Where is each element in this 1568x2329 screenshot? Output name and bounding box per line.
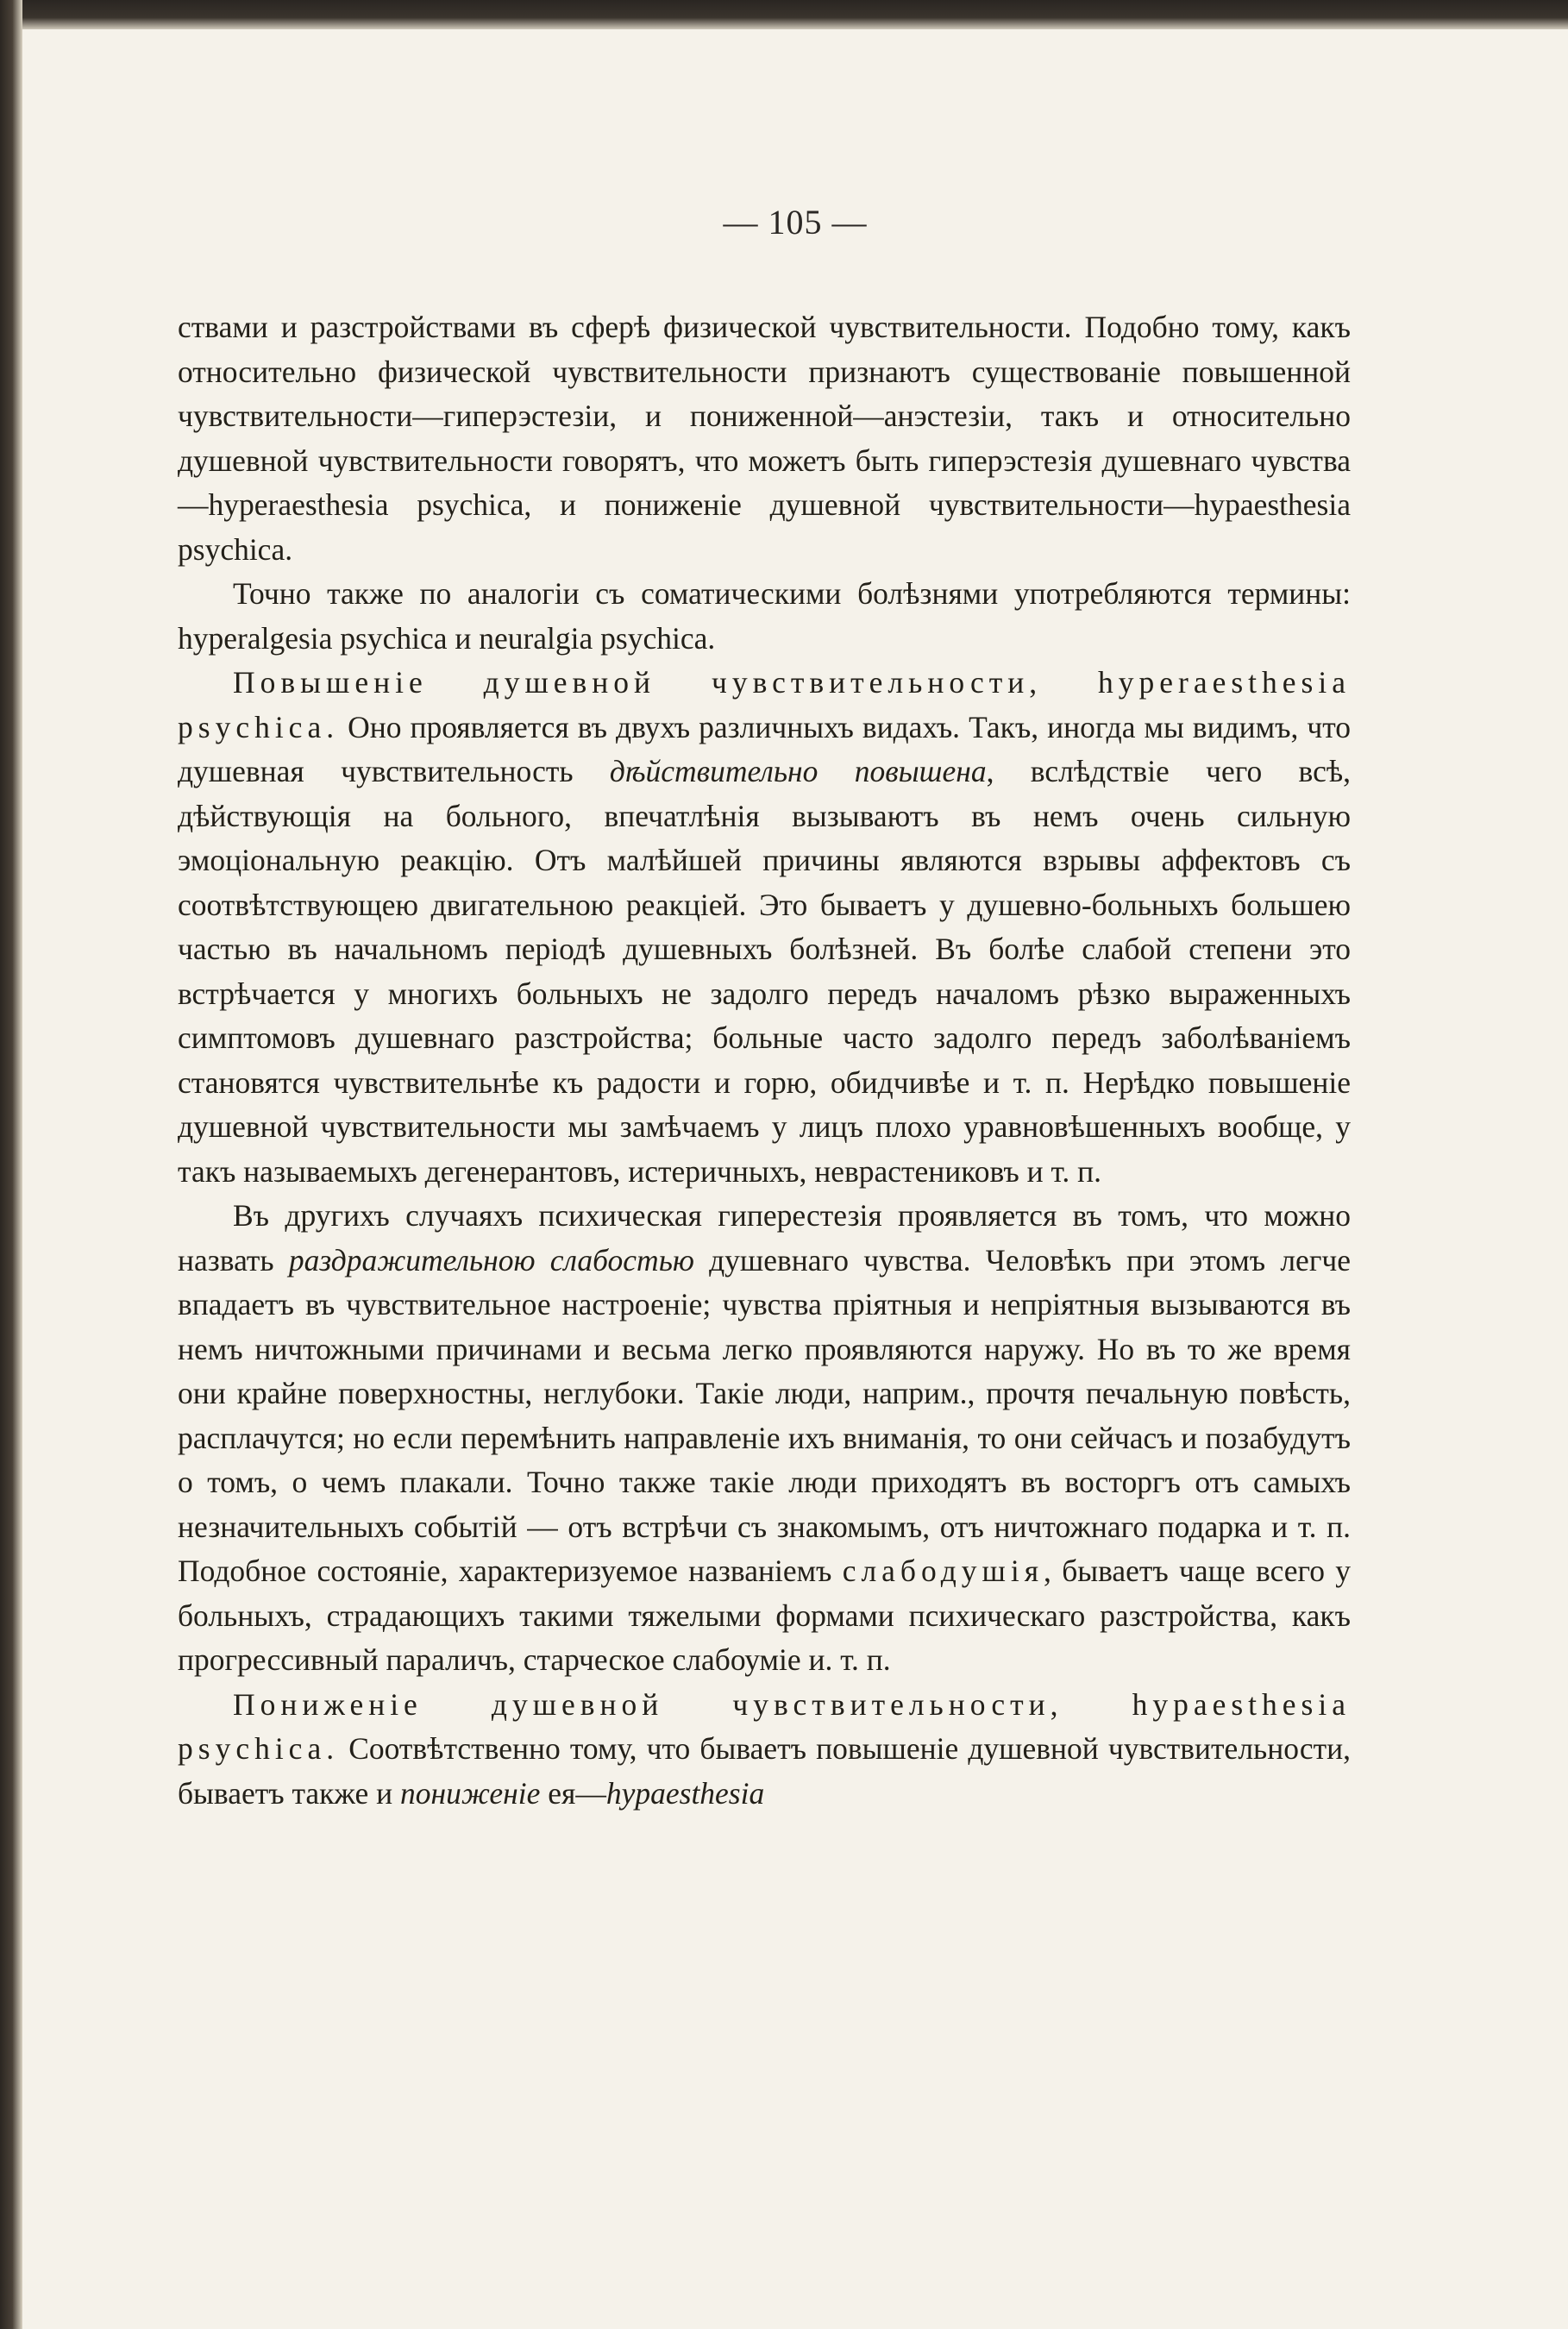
paragraph-irritable-weakness <box>178 1194 1351 1683</box>
emphasis-text: раздражительною слабостью <box>288 1242 694 1277</box>
scan-edge-left <box>0 0 22 2329</box>
paragraph-hyperaesthesia <box>178 661 1351 1194</box>
section-heading-hyperaesthesia: Повышеніе душевной чувствительности, hyperaesthesia psychica. <box>178 665 1351 744</box>
page-number: — 105 — <box>723 203 868 242</box>
paragraph-text: Соотвѣтственно тому, что бываетъ повышеніе душевной чувствительности, бываетъ также и <box>178 1731 1351 1811</box>
book-page <box>22 29 1568 2329</box>
scan-edge-top <box>0 0 1568 29</box>
paragraph-hypaesthesia <box>178 1683 1351 1817</box>
emphasis-text: дѣйствительно повышена <box>609 754 987 788</box>
emphasis-text: пониженіе <box>399 1775 541 1811</box>
paragraph-text: душевнаго чувства. Человѣкъ при этомъ легче впадаетъ въ чувствительное настроеніе; чувства пріятныя и непріятныя вызываются въ немъ ничтожными причинами и весьма легко проявляются наружу. Но въ то же время они крайне поверхностны, неглубоки. Такіе люди, наприм., прочтя печальную повѣсть, расплачутся; но если перемѣнить направленіе ихъ вниманія, то они сейчасъ и позабудутъ о томъ, о чемъ плакали. Точно также такіе люди приходятъ въ восторгъ отъ самыхъ незначительныхъ событій — отъ встрѣчи съ знакомымъ, отъ ничтожнаго подарка и т. п. Подобное состояніе, характеризуемое названіемъ <box>178 1242 1351 1588</box>
body-text <box>178 305 1351 1816</box>
paragraph-text: ея— <box>540 1775 606 1811</box>
paragraph-text: Въ другихъ случаяхъ психическая гиперестезія проявляется въ томъ, что можно назвать <box>178 1198 1351 1277</box>
emphasis-text: hypaesthesia <box>605 1775 765 1811</box>
paragraph-continuation: ствами и разстройствами въ сферѣ физической чувствительности. Подобно тому, какъ относительно физической чувствительности признаютъ существованіе повышенной чувствительности—гиперэстезіи, и пониженной—анэстезіи, такъ и относительно душевной чувствительности говорятъ, что можетъ быть гиперэстезія душевнаго чувства —hyperaesthesia psychica, и пониженіе душевной чувствительности—hypaesthesia psychica. <box>178 310 1351 567</box>
paragraph-text: , вслѣдствіе чего всѣ, дѣйствующія на больного, впечатлѣнія вызываютъ въ немъ очень сильную эмоціональную реакцію. Отъ малѣйшей причины являются взрывы аффектовъ съ соотвѣтствующею двигательною реакціей. Это бываетъ у душевно-больныхъ большею частью въ начальномъ періодѣ душевныхъ болѣзней. Въ болѣе слабой степени это встрѣчается у многихъ больныхъ не задолго передъ началомъ рѣзко выраженныхъ симптомовъ душевнаго разстройства; больные часто задолго передъ заболѣваніемъ становятся чувствительнѣе къ радости и горю, обидчивѣе и т. п. Нерѣдко повышеніе душевной чувствительности мы замѣчаемъ у лицъ плохо уравновѣшенныхъ вообще, у такъ называемыхъ дегенерантовъ, истеричныхъ, неврастениковъ и т. п. <box>178 754 1351 1189</box>
paragraph-text: , бываетъ чаще всего у больныхъ, страдающихъ такими тяжелыми формами психическаго разстройства, какъ прогрессивный параличъ, старческое слабоуміе и. т. п. <box>178 1554 1351 1677</box>
spaced-term: слабодушія <box>842 1554 1044 1588</box>
section-heading-hypaesthesia: Пониженіе душевной чувствительности, hypaesthesia psychica. <box>178 1686 1351 1766</box>
paragraph-text: Оно проявляется въ двухъ различныхъ видахъ. Такъ, иногда мы видимъ, что душевная чувствительность <box>178 709 1351 788</box>
paragraph-analogies: Точно также по аналогіи съ соматическими болѣзнями употребляются термины: hyperalgesia psychica и neuralgia psychica. <box>178 576 1351 656</box>
